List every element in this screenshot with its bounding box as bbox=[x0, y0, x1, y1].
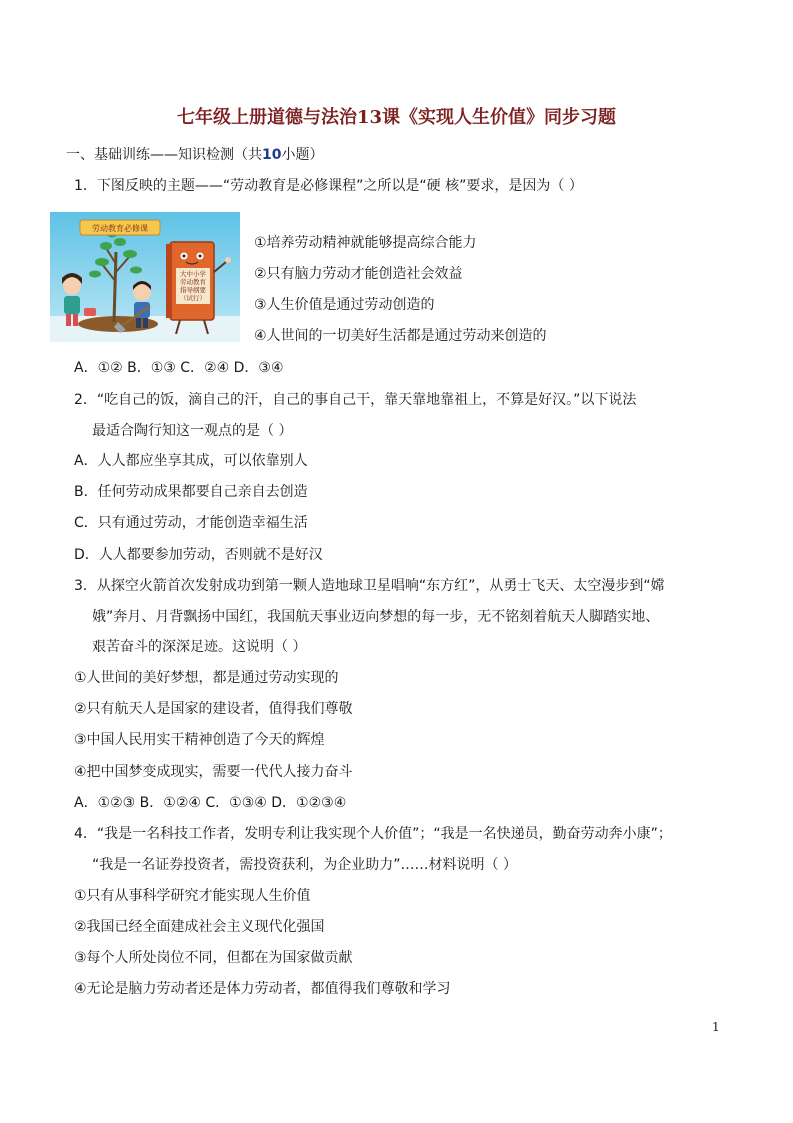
q3-option-2: ②只有航天人是国家的建设者，值得我们尊敬 bbox=[74, 701, 353, 717]
q2-option-b: B．任何劳动成果都要自己亲自去创造 bbox=[74, 484, 308, 500]
page-number: 1 bbox=[712, 1020, 720, 1034]
q1-option-2: ②只有脑力劳动才能创造社会效益 bbox=[254, 266, 463, 282]
q2-option-c: C．只有通过劳动，才能创造幸福生活 bbox=[74, 515, 308, 531]
q3-stem-line-3: 艰苦奋斗的深深足迹。这说明（ ） bbox=[92, 639, 307, 655]
q2-stem-line-1: 2．“吃自己的饭，滴自己的汗，自己的事自己干，靠天靠地靠祖上，不算是好汉。”以下说法 bbox=[74, 392, 637, 408]
q4-option-1: ①只有从事科学研究才能实现人生价值 bbox=[74, 888, 311, 904]
q4-option-3: ③每个人所处岗位不同，但都在为国家做贡献 bbox=[74, 950, 353, 966]
q3-option-3: ③中国人民用实干精神创造了今天的辉煌 bbox=[74, 732, 325, 748]
q3-answer-choices: A．①②③ B．①②④ C．①③④ D．①②③④ bbox=[74, 795, 347, 811]
q1-option-4: ④人世间的一切美好生活都是通过劳动来创造的 bbox=[254, 328, 547, 344]
q3-stem-line-2: 娥”奔月、月背飘扬中国红，我国航天事业迈向梦想的每一步，无不铭刻着航天人脚踏实地、 bbox=[92, 609, 660, 625]
q2-option-a: A．人人都应坐享其成，可以依靠别人 bbox=[74, 453, 308, 469]
q1-answer-choices: A．①② B．①③ C．②④ D．③④ bbox=[74, 360, 284, 376]
labor-education-illustration bbox=[50, 212, 240, 342]
q4-option-4: ④无论是脑力劳动者还是体力劳动者，都值得我们尊敬和学习 bbox=[74, 981, 451, 997]
book-title-line-3: 指导纲要 bbox=[180, 286, 206, 294]
book-title-line-2: 劳动教育 bbox=[180, 278, 206, 286]
q4-option-2: ②我国已经全面建成社会主义现代化强国 bbox=[74, 919, 325, 935]
q4-stem-line-2: “我是一名证券投资者，需投资获利，为企业助力”……材料说明（ ） bbox=[92, 857, 517, 873]
q1-stem: 1．下图反映的主题——“劳动教育是必修课程”之所以是“硬 核”要求，是因为（ ） bbox=[74, 178, 583, 194]
q1-option-3: ③人生价值是通过劳动创造的 bbox=[254, 297, 435, 313]
q1-option-1: ①培养劳动精神就能够提高综合能力 bbox=[254, 235, 477, 251]
illustration-banner-text: 劳动教育必修课 bbox=[92, 224, 148, 233]
q3-stem-line-1: 3．从探空火箭首次发射成功到第一颗人造地球卫星唱响“东方红”，从勇士飞天、太空漫步到“嫦 bbox=[74, 578, 665, 594]
q2-stem-line-2: 最适合陶行知这一观点的是（ ） bbox=[92, 423, 293, 439]
q4-stem-line-1: 4．“我是一名科技工作者，发明专利让我实现个人价值”；“我是一名快递员，勤奋劳动奔小康”； bbox=[74, 826, 672, 842]
book-title-line-1: 大中小学 bbox=[180, 270, 206, 278]
page-title: 七年级上册道德与法治13课《实现人生价值》同步习题 bbox=[176, 107, 617, 128]
book-title-line-4: （试行） bbox=[180, 294, 206, 302]
q3-option-1: ①人世间的美好梦想，都是通过劳动实现的 bbox=[74, 670, 339, 686]
question-count: 10 bbox=[262, 147, 282, 163]
q2-option-d: D．人人都要参加劳动，否则就不是好汉 bbox=[74, 547, 323, 563]
q3-option-4: ④把中国梦变成现实，需要一代代人接力奋斗 bbox=[74, 764, 353, 780]
section-heading: 一、基础训练——知识检测（共10小题） bbox=[66, 147, 324, 163]
